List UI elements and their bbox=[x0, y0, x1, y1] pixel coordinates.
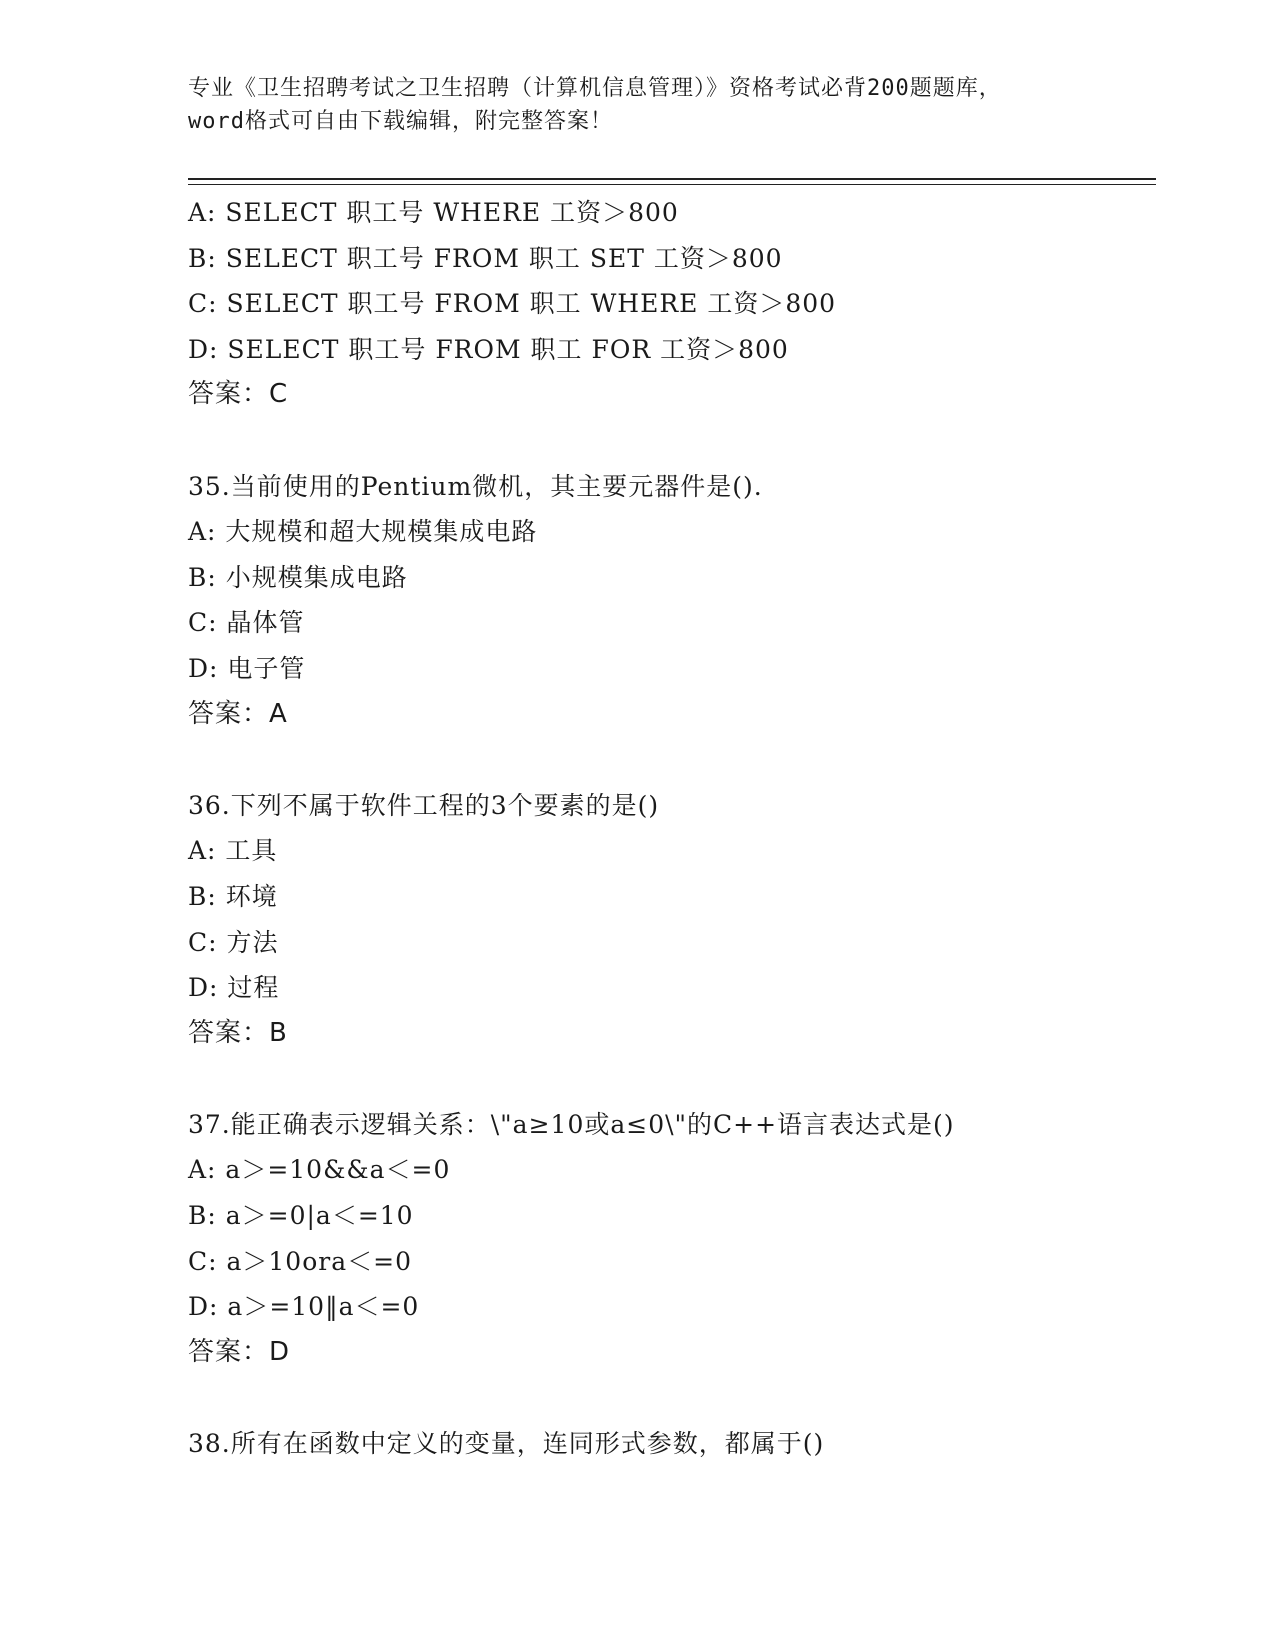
question-text: 35.当前使用的Pentium微机，其主要元器件是(). bbox=[188, 471, 763, 501]
option-a: A: SELECT 职工号 WHERE 工资＞800 bbox=[188, 198, 679, 227]
question-37 bbox=[188, 1102, 1168, 1376]
question-35 bbox=[188, 464, 1168, 738]
header-line-1: 专业《卫生招聘考试之卫生招聘（计算机信息管理）》资格考试必背200题题库， bbox=[188, 76, 1002, 101]
option-b: B: SELECT 职工号 FROM 职工 SET 工资＞800 bbox=[188, 243, 783, 273]
answer: 答案：C bbox=[188, 379, 289, 410]
option-d: D: 过程 bbox=[188, 973, 280, 1003]
option-d: D: a＞=10‖a＜=0 bbox=[188, 1292, 420, 1322]
header-divider-thin bbox=[188, 184, 1156, 185]
question-text: 36.下列不属于软件工程的3个要素的是() bbox=[188, 790, 660, 820]
answer: 答案：B bbox=[188, 1017, 288, 1048]
answer: 答案：D bbox=[188, 1336, 291, 1367]
option-c: C: 晶体管 bbox=[188, 608, 305, 638]
option-d: D: SELECT 职工号 FROM 职工 FOR 工资＞800 bbox=[188, 334, 789, 364]
answer: 答案：A bbox=[188, 698, 288, 729]
option-b: B: a＞=0|a＜=10 bbox=[188, 1201, 414, 1231]
option-a: A: 工具 bbox=[188, 836, 278, 866]
option-d: D: 电子管 bbox=[188, 653, 306, 683]
document-header bbox=[188, 72, 1088, 138]
question-list bbox=[188, 190, 1168, 1467]
option-a: A: a＞=10&&a＜=0 bbox=[188, 1155, 451, 1185]
header-line-2: word格式可自由下载编辑，附完整答案！ bbox=[188, 109, 613, 134]
question-text: 37.能正确表示逻辑关系：\"a≥10或a≤0\"的C++语言表达式是() bbox=[188, 1109, 955, 1139]
question-text: 38.所有在函数中定义的变量，连同形式参数，都属于() bbox=[188, 1429, 825, 1459]
option-c: C: SELECT 职工号 FROM 职工 WHERE 工资＞800 bbox=[188, 289, 837, 319]
question-34 bbox=[188, 190, 1168, 418]
option-a: A: 大规模和超大规模集成电路 bbox=[188, 517, 538, 547]
question-38 bbox=[188, 1421, 1168, 1467]
header-divider-thick bbox=[188, 178, 1156, 180]
option-c: C: 方法 bbox=[188, 927, 279, 957]
option-c: C: a＞10ora＜=0 bbox=[188, 1246, 412, 1276]
option-b: B: 小规模集成电路 bbox=[188, 562, 408, 592]
question-36 bbox=[188, 783, 1168, 1057]
option-b: B: 环境 bbox=[188, 881, 278, 911]
